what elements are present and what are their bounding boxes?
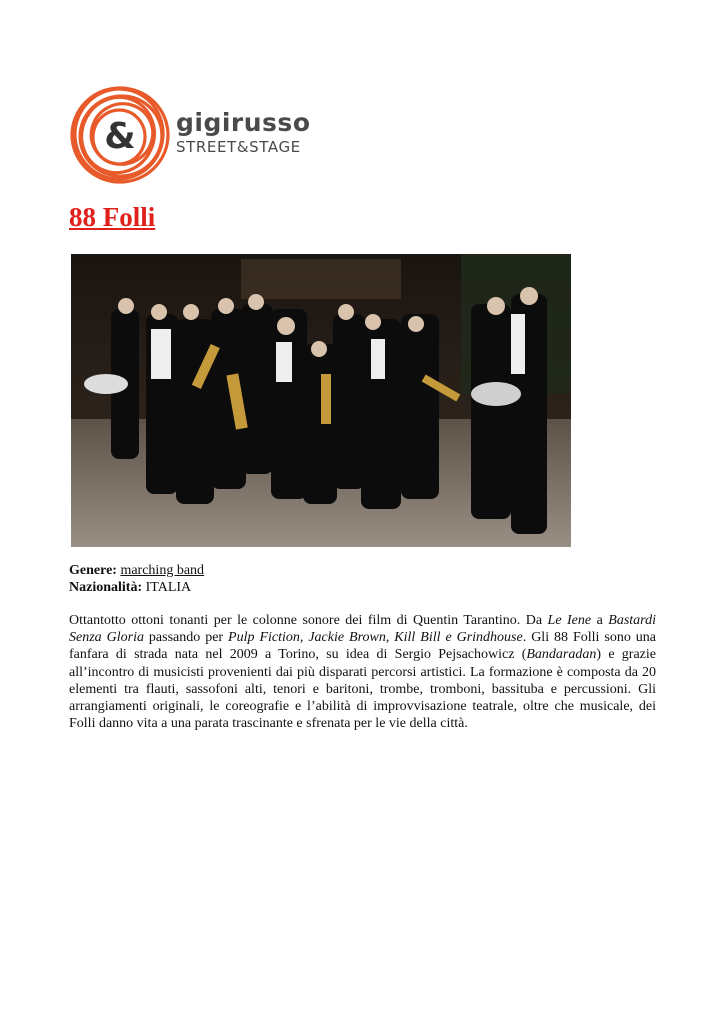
logo-name: gigirusso — [176, 108, 311, 137]
genre-link[interactable]: marching band — [120, 563, 205, 578]
ampersand-scribble-logo-icon — [68, 82, 172, 188]
band-description — [69, 612, 656, 732]
nationality-value: ITALIA — [145, 580, 192, 595]
logo-symbol: & — [104, 116, 136, 157]
band-meta — [69, 562, 204, 596]
band-photo — [71, 254, 571, 547]
nationality-label: Nazionalità: — [69, 580, 143, 595]
desc-film-bastardi: Bastardi Senza Gloria — [69, 613, 657, 646]
genre-label: Genere: — [69, 563, 117, 578]
logo-tagline: STREET&STAGE — [176, 138, 301, 156]
desc-text-4: . Gli 88 Folli sono una fanfara di strada nata nel 2009 a Torino, su idea di Sergio Pejsachowicz ( — [69, 630, 657, 663]
desc-text-1: Ottantotto ottoni tonanti per le colonne sonore dei film di Quentin Tarantino. Da — [69, 613, 548, 628]
desc-text-5: ) e grazie all’incontro di musicisti provenienti dai più disparati percorsi artistici. La formazione è composta da 20 elementi tra flauti, sassofoni alti, tenori e baritoni, trombe, tromboni, bassituba e percussioni. Gli arrangiamenti originali, le coreografie e l’abilità di improvvisazione teatrale, oltre che musicale, dei Folli danno vita a una parata trascinante e sfrenata per le vie della città. — [69, 647, 656, 732]
gigirusso-logo — [68, 82, 318, 192]
genre-line — [69, 562, 204, 579]
desc-film-le-iene: Le Iene — [547, 613, 592, 628]
page-title: 88 Folli — [69, 202, 156, 232]
desc-bandaradan: Bandaradan — [526, 647, 597, 663]
nationality-line — [69, 579, 204, 596]
desc-text-3: passando per — [143, 630, 229, 646]
desc-text-2: a — [591, 613, 609, 628]
desc-films-list: Pulp Fiction, Jackie Brown, Kill Bill e Grindhouse — [228, 630, 523, 646]
